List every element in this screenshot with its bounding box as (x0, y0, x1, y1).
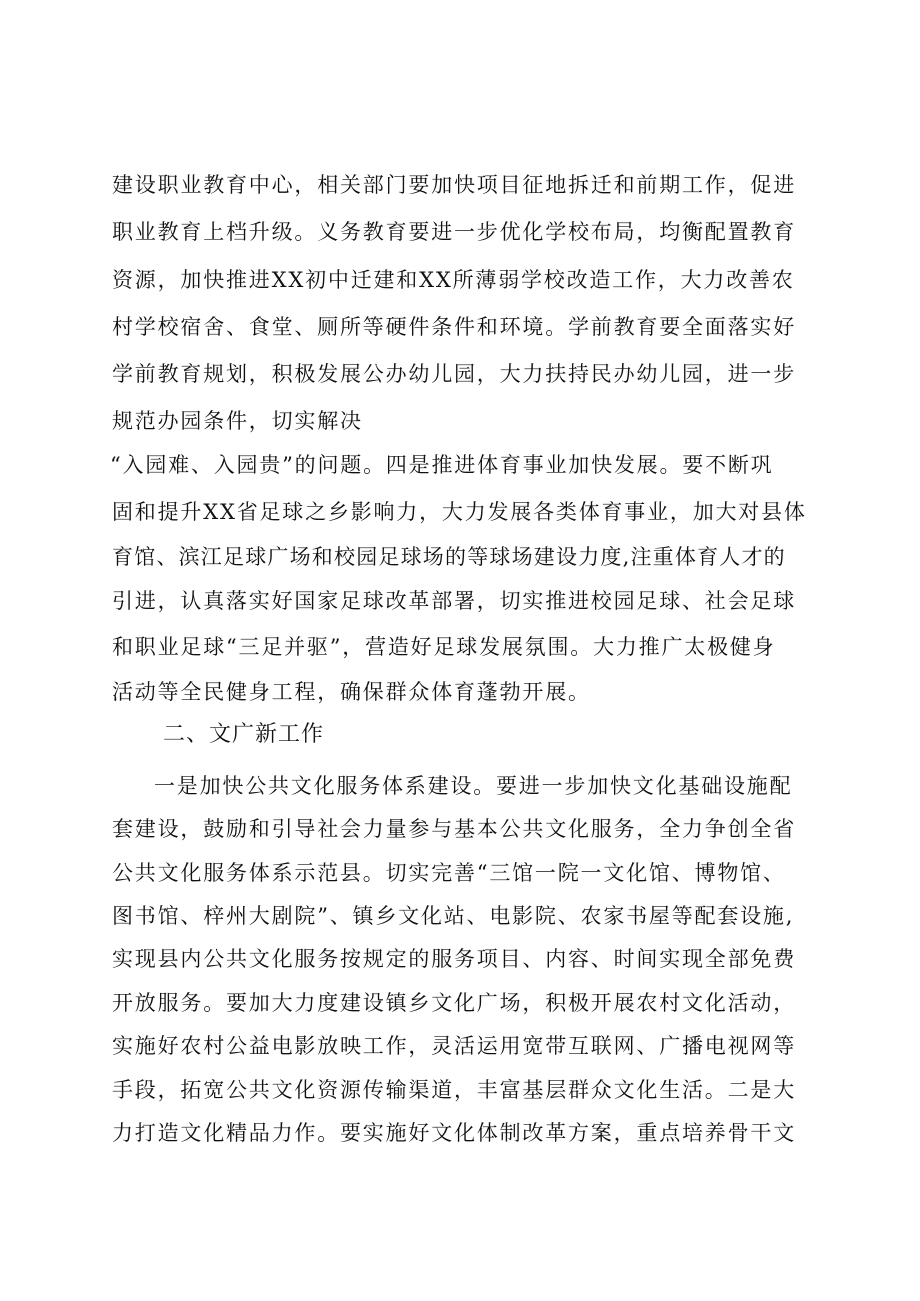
body-line-9: 育馆、滨江足球广场和校园足球场的等球场建设力度,注重体育人才的 (112, 545, 786, 569)
body-line-21: 手段，拓宽公共文化资源传输渠道，丰富基层群众文化生活。二是大 (112, 1078, 796, 1102)
body-line-4: 村学校宿舍、食堂、厕所等硬件条件和环境。学前教育要全面落实好 (112, 315, 796, 339)
body-line-20: 实施好农村公益电影放映工作，灵活运用宽带互联网、广播电视网等 (112, 1034, 796, 1058)
body-line-2: 职业教育上档升级。义务教育要进一步优化学校布局，均衡配置教育 (112, 220, 796, 244)
body-line-10: 引进，认真落实好国家足球改革部署，切实推进校园足球、社会足球 (112, 589, 796, 613)
body-line-14: 一是加快公共文化服务体系建设。要进一步加快文化基础设施配 (154, 774, 793, 798)
body-line-5: 学前教育规划，积极发展公办幼儿园，大力扶持民办幼儿园，进一步 (112, 362, 796, 386)
body-line-11: 和职业足球“三足并驱”，营造好足球发展氛围。大力推广太极健身 (112, 635, 776, 659)
body-line-16: 公共文化服务体系示范县。切实完善“三馆一院一文化馆、博物馆、 (112, 861, 786, 885)
body-line-7: “入园难、入园贵”的问题。四是推进体育事业加快发展。要不断巩 (110, 453, 774, 477)
body-line-18: 实现县内公共文化服务按规定的服务项目、内容、时间实现全部免费 (112, 947, 796, 971)
body-line-3: 资源，加快推进XX初中迁建和XX所薄弱学校改造工作，大力改善农 (112, 268, 795, 292)
body-line-1: 建设职业教育中心，相关部门要加快项目征地拆迁和前期工作，促进 (112, 173, 796, 197)
body-line-8: 固和提升XX省足球之乡影响力，大力发展各类体育事业，加大对县体 (112, 500, 807, 524)
body-line-6: 规范办园条件，切实解决 (112, 409, 363, 433)
body-line-12: 活动等全民健身工程，确保群众体育蓬勃开展。 (112, 680, 591, 704)
body-line-19: 开放服务。要加大力度建设镇乡文化广场，积极开展农村文化活动， (112, 991, 796, 1015)
body-line-17: 图书馆、梓州大剧院”、镇乡文化站、电影院、农家书屋等配套设施, (112, 904, 795, 928)
body-line-22: 力打造文化精品力作。要实施好文化体制改革方案，重点培养骨干文 (112, 1121, 796, 1145)
section-heading: 二、文广新工作 (163, 722, 325, 747)
body-line-15: 套建设，鼓励和引导社会力量参与基本公共文化服务，全力争创全省 (112, 817, 796, 841)
